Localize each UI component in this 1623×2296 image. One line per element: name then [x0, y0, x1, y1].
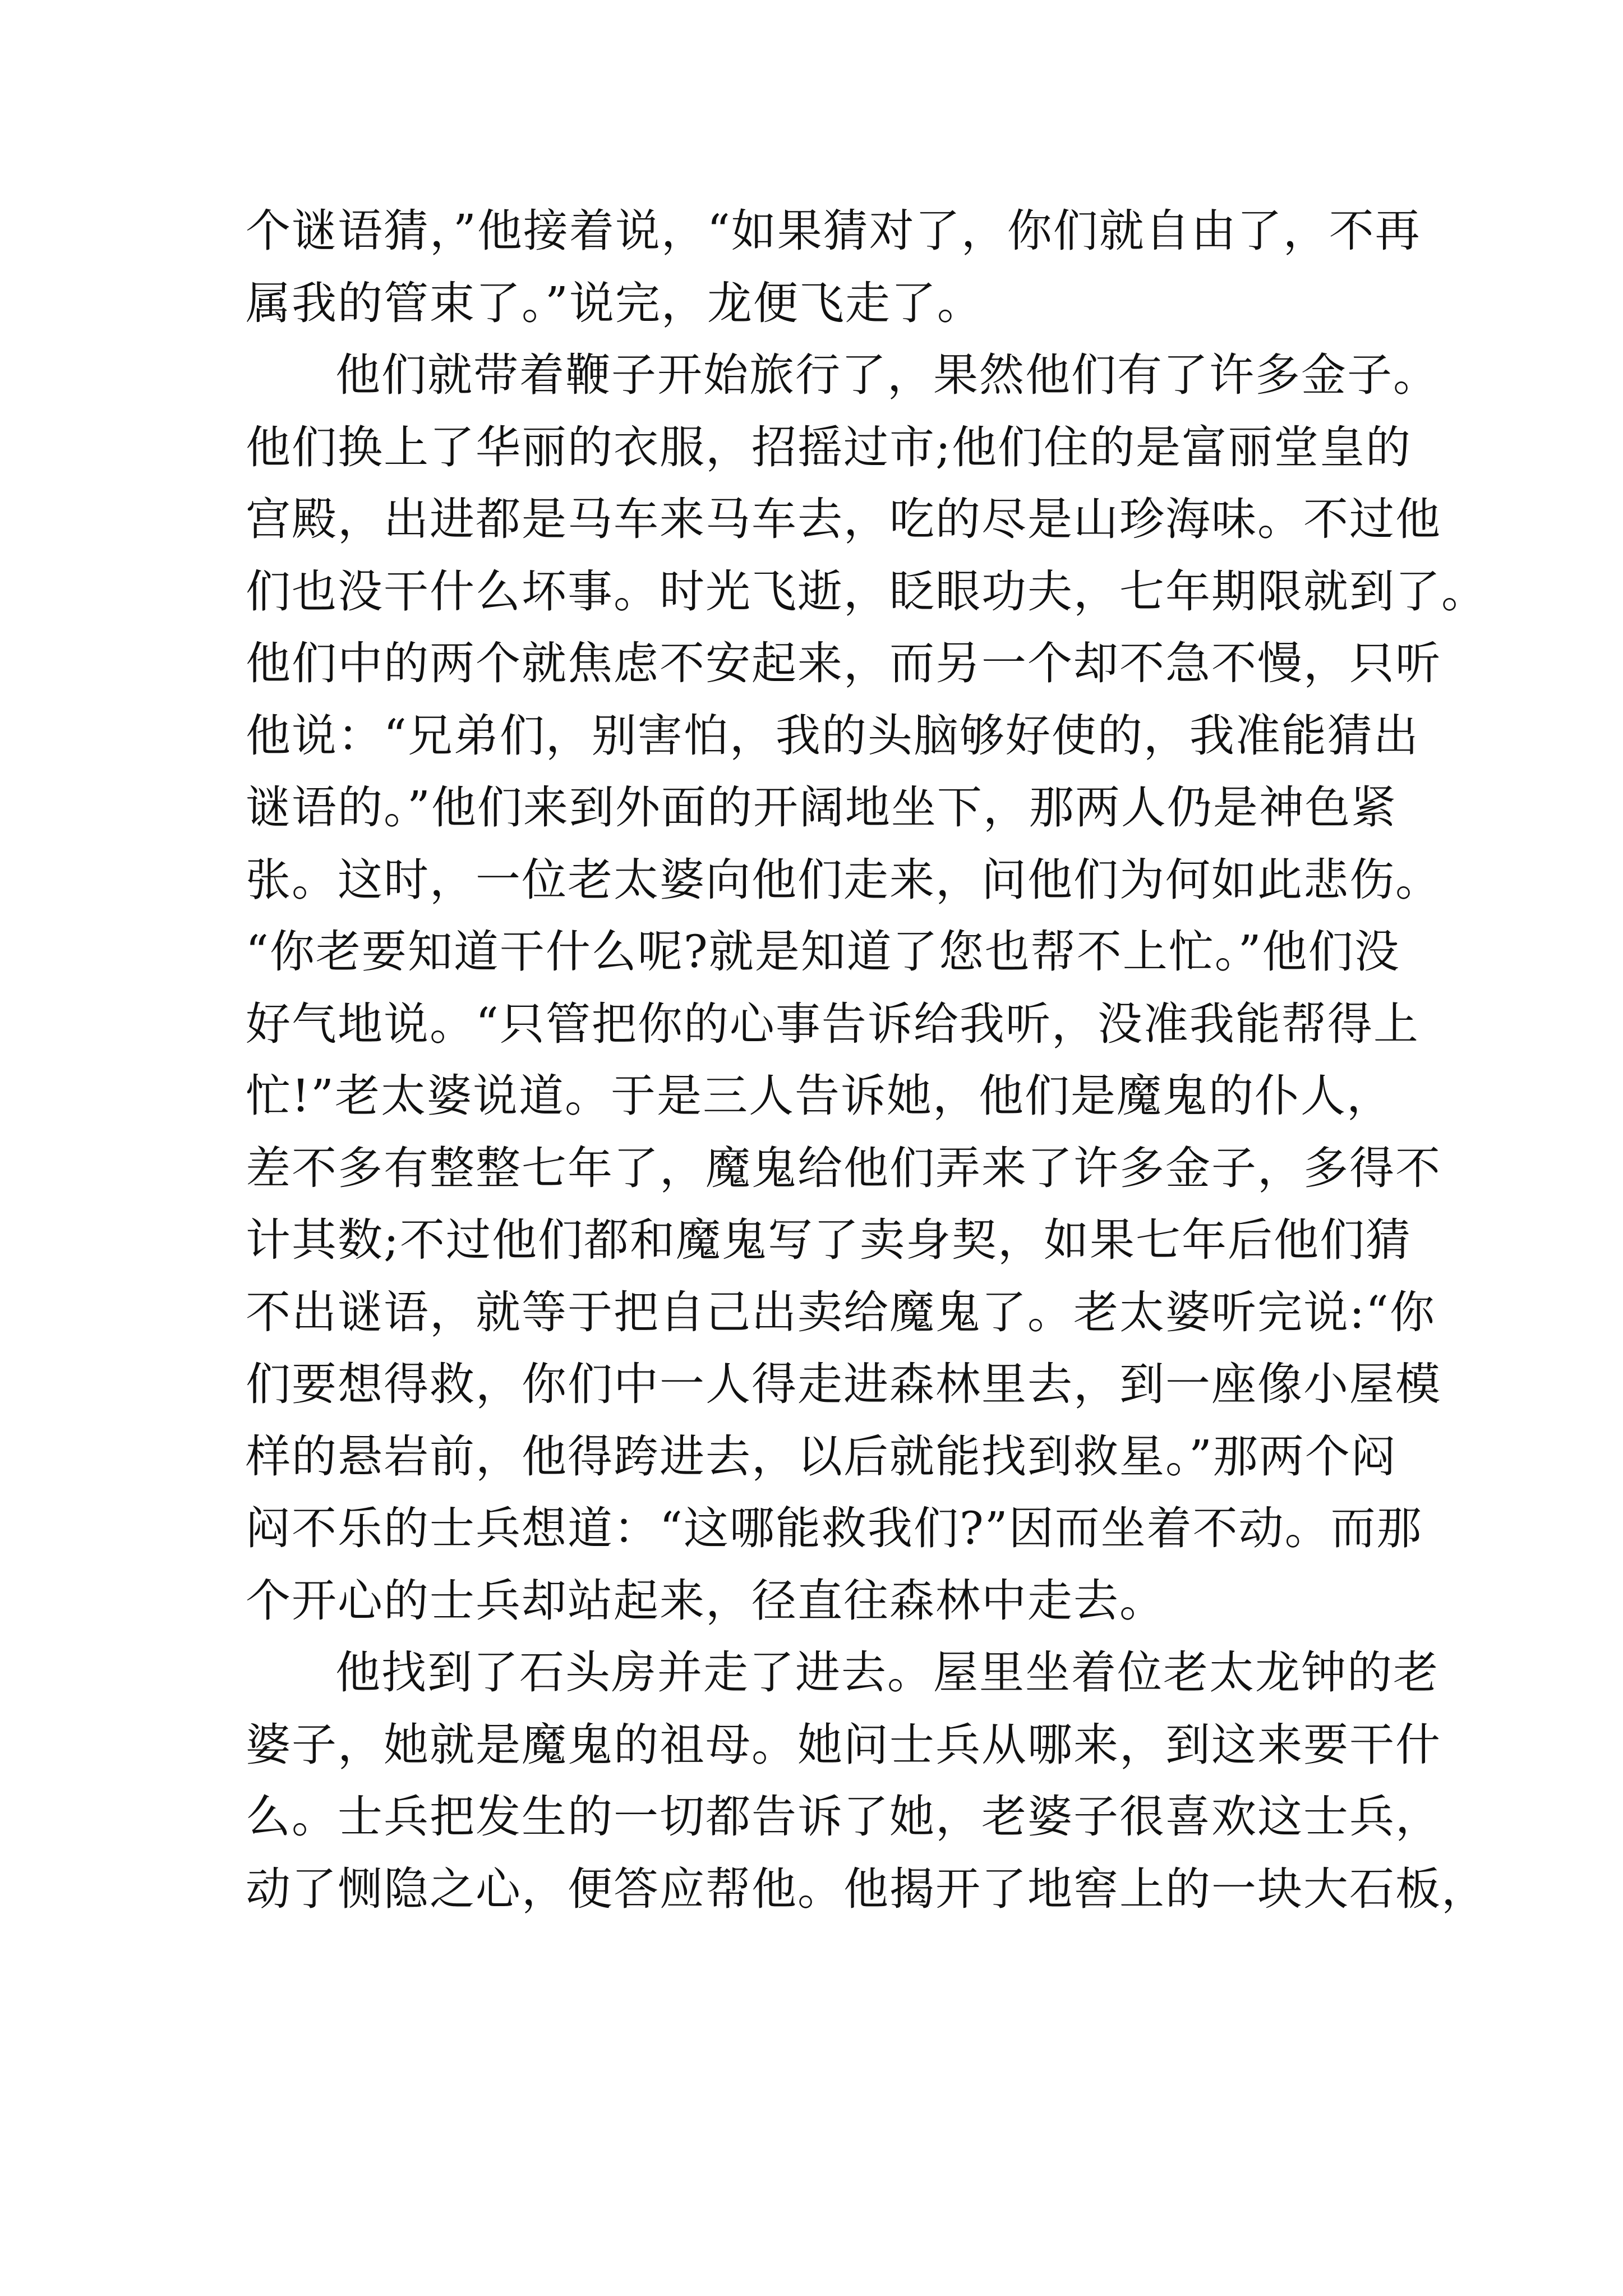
text-line: 差不多有整整七年了，魔鬼给他们弄来了许多金子，多得不	[246, 1142, 1441, 1194]
text-line: 谜语的。”他们来到外面的开阔地坐下，那两人仍是神色紧	[246, 781, 1397, 834]
text-line: 样的悬岩前，他得跨进去，以后就能找到救星。”那两个闷	[246, 1430, 1397, 1483]
text-line: 闷不乐的士兵想道：“这哪能救我们?”因而坐着不动。而那	[246, 1502, 1423, 1554]
text-line: 个开心的士兵却站起来，径直往森林中走去。	[246, 1574, 1165, 1627]
text-line: 忙!”老太婆说道。于是三人告诉她，他们是魔鬼的仆人，	[246, 1070, 1393, 1122]
text-line: 们也没干什么坏事。时光飞逝，眨眼功夫，七年期限就到了。	[246, 565, 1487, 618]
text-line: 他们就带着鞭子开始旅行了，果然他们有了许多金子。	[335, 349, 1439, 401]
text-line: 们要想得救，你们中一人得走进森林里去，到一座像小屋模	[246, 1358, 1441, 1410]
text-line: 他们中的两个就焦虑不安起来，而另一个却不急不慢，只听	[246, 637, 1441, 689]
text-line: 他们换上了华丽的衣服，招摇过市;他们住的是富丽堂皇的	[246, 421, 1412, 473]
text-line: 他说：“兄弟们，别害怕，我的头脑够好使的，我准能猜出	[246, 709, 1419, 762]
text-line: 张。这时，一位老太婆向他们走来，问他们为何如此悲伤。	[246, 853, 1441, 906]
text-line: 好气地说。“只管把你的心事告诉给我听，没准我能帮得上	[246, 997, 1419, 1050]
text-line: 宫殿，出进都是马车来马车去，吃的尽是山珍海味。不过他	[246, 493, 1441, 545]
text-line: “你老要知道干什么呢?就是知道了您也帮不上忙。”他们没	[246, 926, 1400, 978]
text-line: 属我的管束了。”说完，龙便飞走了。	[246, 277, 983, 329]
text-line: 计其数;不过他们都和魔鬼写了卖身契，如果七年后他们猜	[246, 1214, 1412, 1266]
text-line: 婆子，她就是魔鬼的祖母。她问士兵从哪来，到这来要干什	[246, 1718, 1441, 1771]
text-line: 动了恻隐之心，便答应帮他。他揭开了地窖上的一块大石板，	[246, 1862, 1487, 1915]
document-text-body	[246, 195, 1487, 1925]
text-line: 个谜语猜，”他接着说，“如果猜对了，你们就自由了，不再	[246, 205, 1421, 257]
text-line: 不出谜语，就等于把自己出卖给魔鬼了。老太婆听完说:“你	[246, 1286, 1436, 1338]
text-line: 么。士兵把发生的一切都告诉了她，老婆子很喜欢这士兵，	[246, 1791, 1441, 1843]
text-line: 他找到了石头房并走了进去。屋里坐着位老太龙钟的老	[335, 1646, 1439, 1699]
